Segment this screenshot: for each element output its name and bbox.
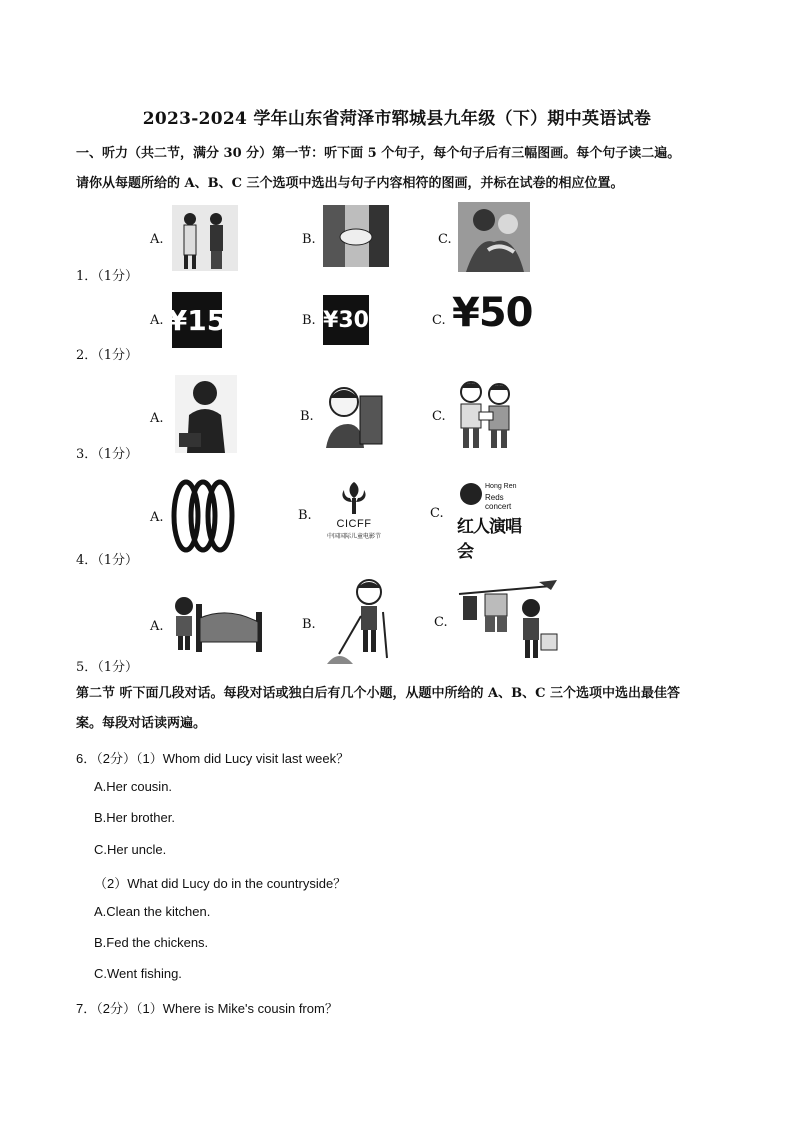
question-6-1-option-c[interactable]: C.Her uncle. (94, 842, 167, 857)
q5-picture-a[interactable] (170, 592, 264, 654)
sweeping-boy-image (325, 576, 393, 666)
question-2-option-a[interactable]: A. (150, 313, 164, 328)
hugging-people-image (458, 202, 530, 272)
handshake-image (323, 205, 389, 267)
person-singing-image (175, 375, 237, 453)
price-50-image[interactable]: ¥50 (452, 290, 533, 336)
q1-picture-c[interactable] (458, 202, 530, 272)
making-bed-image (170, 592, 264, 654)
section1-intro-line2: 请你从每题所给的 A、B、C 三个选项中选出与句子内容相符的图画，并标在试卷的相应位置。 (76, 176, 624, 191)
question-5-option-b[interactable]: B. (302, 617, 316, 632)
question-1-number: 1．（1分） (76, 269, 139, 284)
cicff-logo-icon (318, 478, 390, 518)
two-students-image (455, 378, 517, 450)
page-title: 2023-2024 学年山东省菏泽市郓城县九年级（下）期中英语试卷 (142, 109, 652, 129)
question-5-number: 5．（1分） (76, 660, 139, 675)
section2-intro-line2: 案。每段对话读两遍。 (76, 716, 207, 731)
question-3-option-b[interactable]: B. (300, 409, 314, 424)
question-3-number: 3．（1分） (76, 447, 139, 462)
question-6-1-option-b[interactable]: B.Her brother. (94, 810, 175, 825)
question-3-option-a[interactable]: A. (150, 411, 164, 426)
question-1-option-b[interactable]: B. (302, 232, 316, 247)
hanging-clothes-image (455, 576, 565, 662)
question-5-option-a[interactable]: A. (150, 619, 164, 634)
question-1-option-c[interactable]: C. (438, 232, 452, 247)
concert-logo-english-2: Reds concert (485, 493, 512, 511)
concert-logo-english-1: Hong Ren (485, 483, 517, 490)
section1-intro-line1: 一、听力（共二节，满分 30 分）第一节：听下面 5 个句子，每个句子后有三幅图画。每个句子读二遍。 (76, 146, 681, 161)
q5-picture-c[interactable] (455, 576, 565, 662)
q3-picture-c[interactable] (455, 378, 517, 450)
question-3-option-c[interactable]: C. (432, 409, 446, 424)
section2-intro-line1: 第二节 听下面几段对话。每段对话或独白后有几个小题，从题中所给的 A、B、C 三个选项中选出最佳答 (76, 686, 680, 701)
question-6-2-option-b[interactable]: B.Fed the chickens. (94, 935, 209, 950)
cicff-logo-chinese: 中国国际儿童电影节 (326, 533, 381, 540)
question-6-2-option-a[interactable]: A.Clean the kitchen. (94, 904, 211, 919)
question-2-option-c[interactable]: C. (432, 313, 446, 328)
question-5-option-c[interactable]: C. (434, 615, 448, 630)
question-1-option-a[interactable]: A. (150, 232, 164, 247)
question-4-option-b[interactable]: B. (298, 508, 312, 523)
boy-at-computer-image (322, 380, 384, 448)
question-6-2-label: （2）What did Lucy do in the countryside？ (94, 876, 347, 891)
price-30-image[interactable]: ¥30 (323, 295, 369, 345)
q1-picture-a[interactable] (172, 205, 238, 271)
question-4-number: 4．（1分） (76, 553, 139, 568)
question-4-option-c[interactable]: C. (430, 506, 444, 521)
question-4-option-a[interactable]: A. (150, 510, 164, 525)
two-people-talking-image (172, 205, 238, 271)
concert-logo-icon (459, 482, 483, 506)
q4-picture-a[interactable] (170, 478, 236, 554)
q4-picture-c[interactable] (455, 480, 531, 562)
concert-logo-chinese: 红人演唱会 (457, 517, 521, 562)
question-6-label: 6．（2分）（1）Whom did Lucy visit last week？ (76, 751, 350, 766)
question-6-2-option-c[interactable]: C.Went fishing. (94, 966, 182, 981)
question-2-number: 2．（1分） (76, 348, 139, 363)
cicff-logo-text: CICFF (336, 518, 372, 530)
q3-picture-a[interactable] (175, 375, 237, 453)
q4-picture-b[interactable] (318, 478, 390, 544)
price-15-image[interactable]: ¥15 (172, 292, 222, 348)
question-6-1-option-a[interactable]: A.Her cousin. (94, 779, 173, 794)
q5-picture-b[interactable] (325, 576, 393, 666)
olympic-rings-image (170, 478, 236, 554)
question-2-option-b[interactable]: B. (302, 313, 316, 328)
q3-picture-b[interactable] (322, 380, 384, 448)
q1-picture-b[interactable] (323, 205, 389, 267)
question-7-label: 7．（2分）（1）Where is Mike's cousin from？ (76, 1001, 338, 1016)
